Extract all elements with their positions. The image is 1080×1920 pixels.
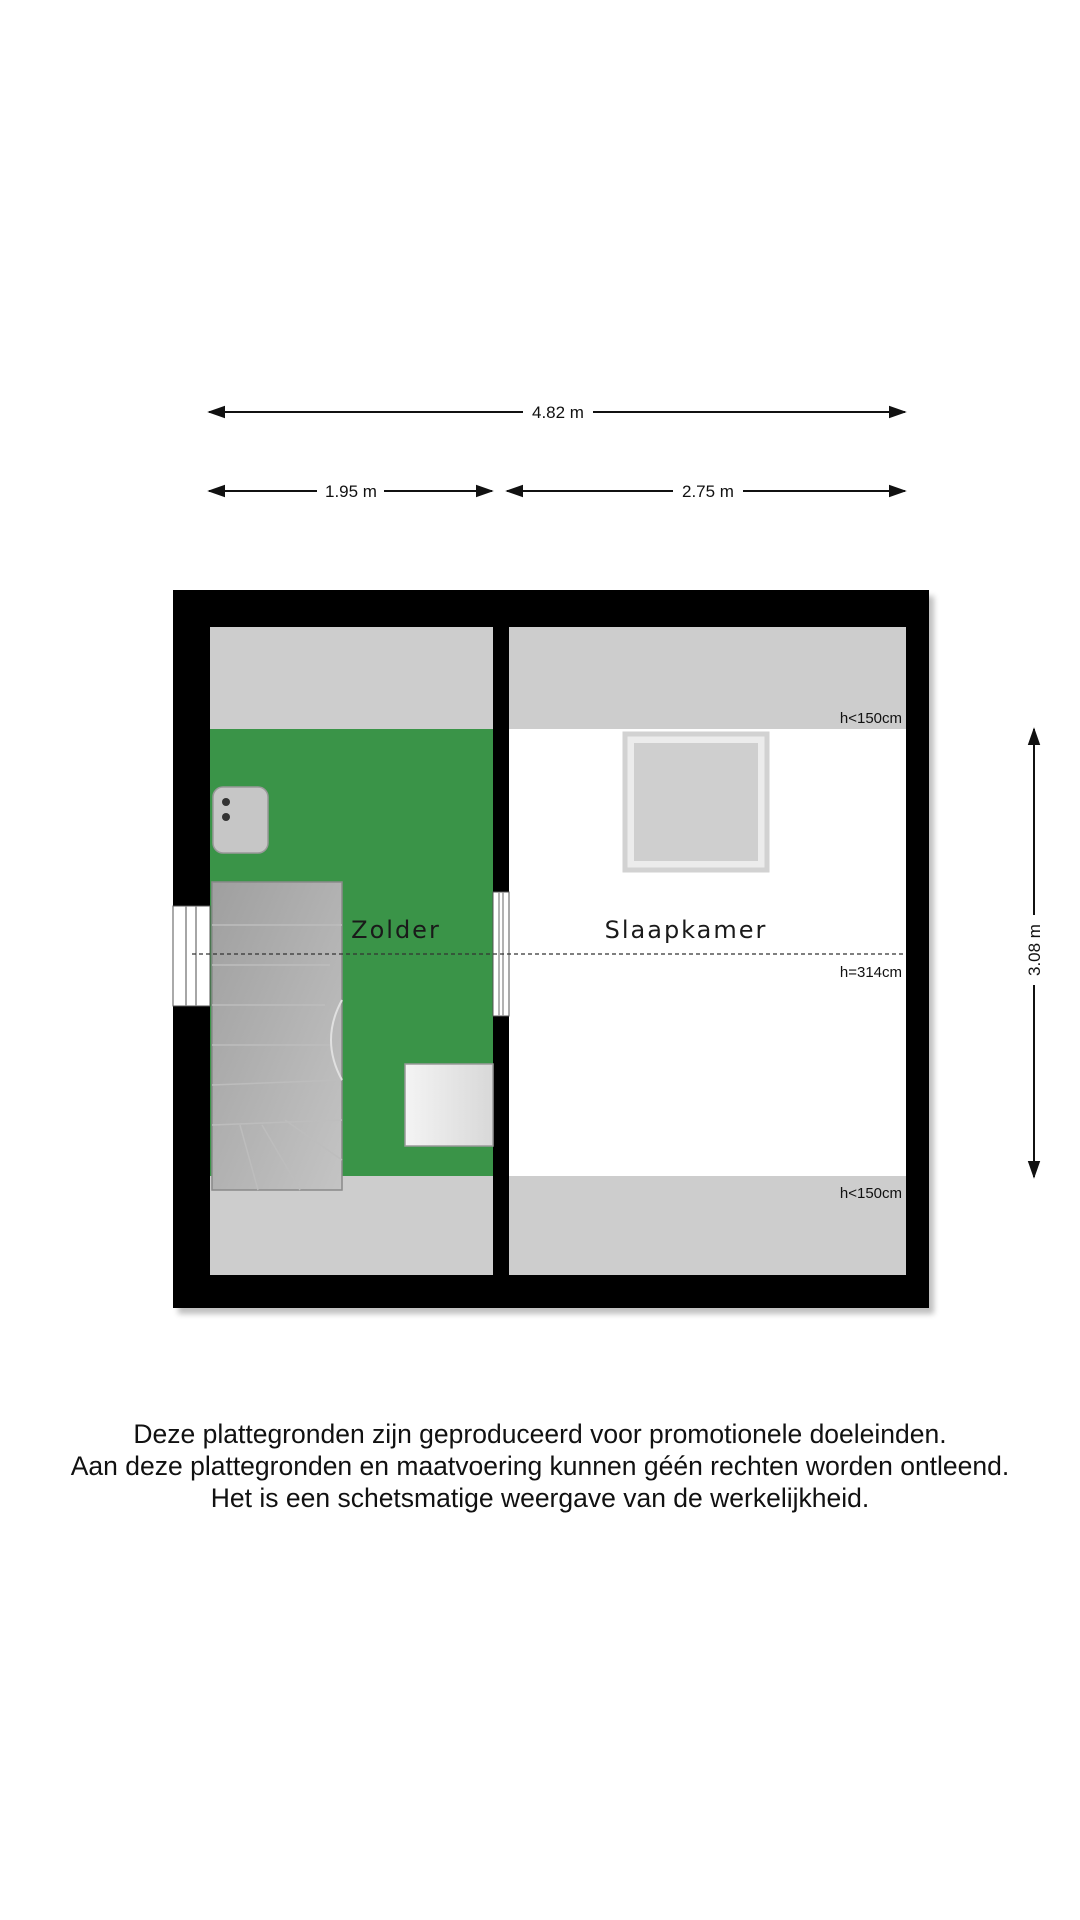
room-zolder [210, 627, 493, 1275]
disclaimer-line-2: Aan deze plattegronden en maatvoering kunnen géén rechten worden ontleend. [70, 1451, 1010, 1481]
total-width-label: 4.82 m [532, 403, 584, 422]
room-slaapkamer [509, 627, 906, 1275]
dimension-right-width [507, 482, 905, 501]
sink-icon [213, 787, 268, 853]
dimension-depth [1025, 729, 1044, 1177]
right-width-label: 2.75 m [682, 482, 734, 501]
disclaimer-text [0, 1418, 1080, 1514]
desk-icon [405, 1064, 493, 1146]
dimension-total-width [209, 403, 905, 422]
room-label-zolder: Zolder [351, 916, 441, 944]
dimension-left-width [209, 482, 492, 501]
left-width-label: 1.95 m [325, 482, 377, 501]
room-label-slaapkamer: Slaapkamer [604, 916, 768, 944]
height-label-top: h<150cm [839, 710, 902, 727]
window-left [173, 906, 210, 1006]
height-label-middle: h=314cm [839, 964, 902, 981]
disclaimer-line-3: Het is een schetsmatige weergave van de werkelijkheid. [210, 1483, 870, 1513]
depth-label: 3.08 m [1025, 924, 1044, 976]
disclaimer-line-1: Deze plattegronden zijn geproduceerd voor promotionele doeleinden. [133, 1419, 947, 1449]
staircase-icon [212, 882, 342, 1190]
height-label-bottom: h<150cm [839, 1185, 902, 1202]
